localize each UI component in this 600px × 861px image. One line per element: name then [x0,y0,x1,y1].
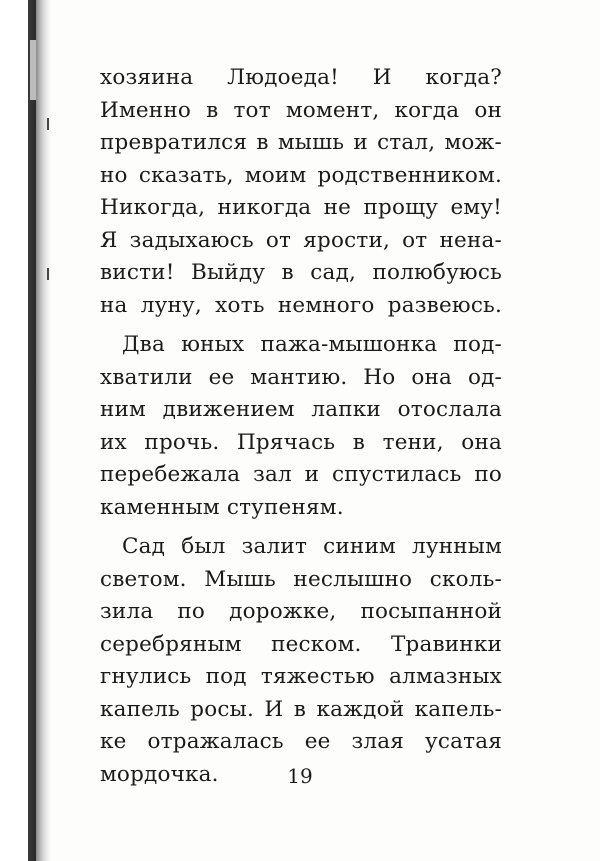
text-line: их прочь. Прячась в тени, она [100,429,502,455]
text-line: зила по дорожке, посыпанной [100,599,502,624]
scan-binding-edge [0,0,52,861]
text-line: превратился в мышь и стал, мож- [100,130,502,155]
scan-binding-tick [47,118,49,130]
text-line: капель росы. И в каждой капель- [100,696,502,722]
paragraph [100,531,502,791]
text-line: гнулись под тяжестью алмазных [100,664,502,689]
text-line: хватили ее мантию. Но она од- [100,364,502,390]
text-line: Я задыхаюсь от ярости, от нена- [100,227,502,253]
text-line: но сказать, моим родственником. [100,162,502,188]
text-line: висти! Выйду в сад, полюбуюсь [100,260,502,285]
text-line: ке отражалась ее злая усатая [100,729,502,754]
text-line: мордочка. [100,761,219,787]
text-line: Никогда, никогда не прощу ему! [100,195,502,220]
scan-binding-tick [47,268,49,280]
body-text [100,62,502,798]
paragraph [100,62,502,322]
page-number: 19 [287,764,313,788]
text-line: светом. Мышь неслышно сколь- [100,566,502,592]
text-line: хозяина Людоеда! И когда? [100,65,502,90]
text-line: Сад был залит синим лунным [122,534,502,559]
scan-binding-mark [30,40,36,100]
text-line: Именно в тот момент, когда он [100,97,502,123]
text-line: каменным ступеням. [100,494,344,520]
text-line: ним движением лапки отослала [100,397,502,422]
text-line: перебежала зал и спустилась по [100,462,502,487]
text-line: Два юных пажа-мышонка под- [122,332,502,357]
paragraph [100,329,502,524]
text-line: серебряным песком. Травинки [100,631,502,657]
text-line: на луну, хоть немного развеюсь. [100,292,502,318]
